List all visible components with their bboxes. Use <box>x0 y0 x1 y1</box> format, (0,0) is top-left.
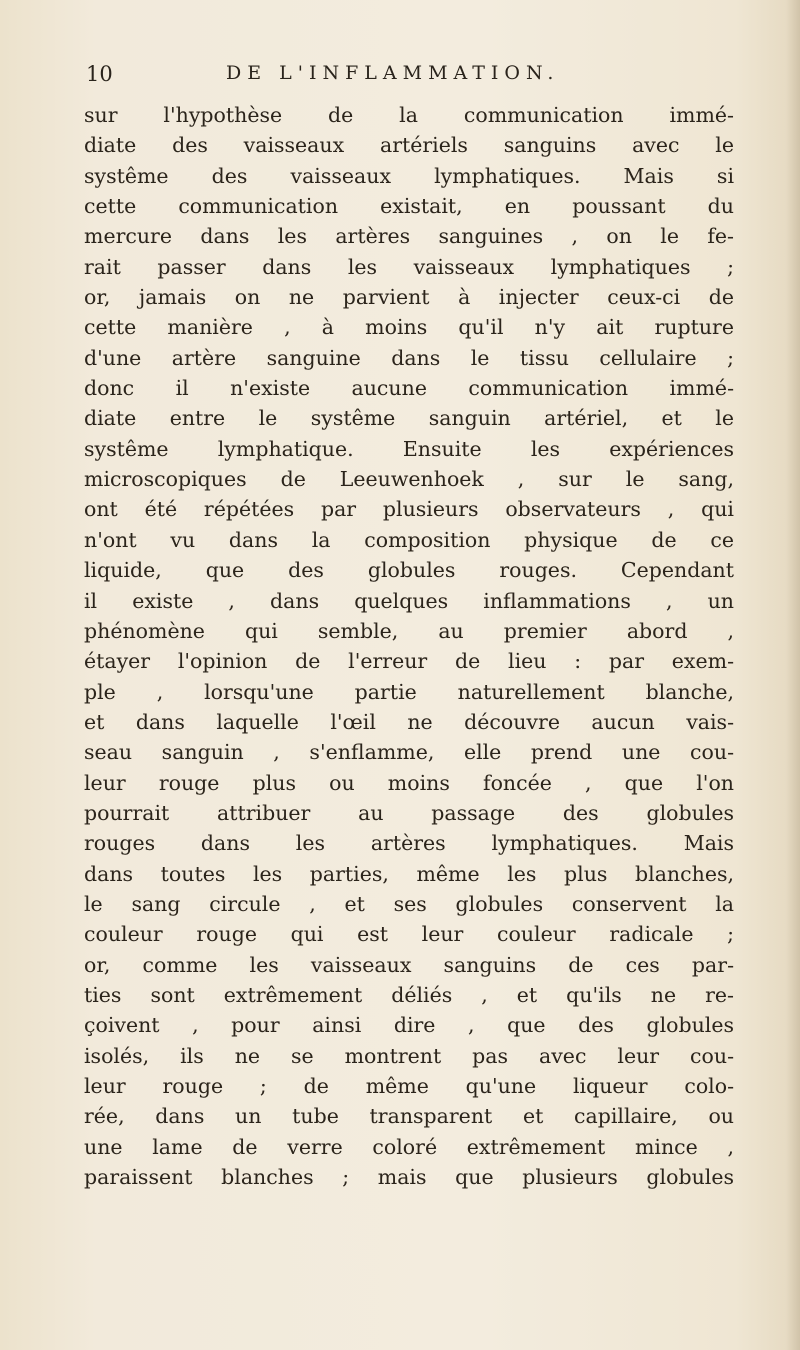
text-line: n'ont vu dans la composition physique de ce <box>84 527 734 552</box>
text-line: leur rouge ; de même qu'une liqueur colo- <box>84 1074 734 1098</box>
page-number: 10 <box>86 62 113 86</box>
text-line: isolés, ils ne se montrent pas avec leur cou- <box>84 1043 734 1068</box>
text-line: paraissent blanches ; mais que plusieurs globules <box>84 1165 734 1190</box>
text-line: çoivent , pour ainsi dire , que des globules <box>84 1013 734 1038</box>
text-line: ple , lorsqu'une partie naturellement blanche, <box>84 679 734 704</box>
text-line: or, comme les vaisseaux sanguins de ces par- <box>84 952 734 977</box>
text-line: mercure dans les artères sanguines , on le fe- <box>84 224 734 249</box>
text-line: microscopiques de Leeuwenhoek , sur le sang, <box>84 467 734 492</box>
text-line: ties sont extrêmement déliés , et qu'ils ne re- <box>84 982 734 1007</box>
text-line: rée, dans un tube transparent et capillaire, ou <box>84 1104 734 1129</box>
text-line: leur rouge plus ou moins foncée , que l'on <box>84 770 734 795</box>
text-line: couleur rouge qui est leur couleur radicale ; <box>84 922 734 947</box>
text-line: cette communication existait, en poussant du <box>84 194 734 219</box>
page-edge-shadow <box>786 0 800 1350</box>
text-line: systême des vaisseaux lymphatiques. Mais si <box>84 163 734 188</box>
text-line: et dans laquelle l'œil ne découvre aucun vais- <box>84 709 734 734</box>
text-line: pourrait attribuer au passage des globules <box>84 800 734 825</box>
text-line: liquide, que des globules rouges. Cependant <box>84 558 734 583</box>
text-line: or, jamais on ne parvient à injecter ceux-ci de <box>84 285 734 310</box>
text-line: ont été répétées par plusieurs observateurs , qui <box>84 497 734 522</box>
text-line: d'une artère sanguine dans le tissu cellulaire ; <box>84 345 734 370</box>
text-line: cette manière , à moins qu'il n'y ait rupture <box>84 315 734 340</box>
text-line: sur l'hypothèse de la communication immé- <box>84 103 734 127</box>
text-line: phénomène qui semble, au premier abord , <box>84 618 734 643</box>
text-line: diate des vaisseaux artériels sanguins avec le <box>84 133 734 158</box>
text-line: une lame de verre coloré extrêmement mince , <box>84 1134 734 1159</box>
text-line: rouges dans les artères lymphatiques. Mais <box>84 831 734 856</box>
page-header <box>86 58 726 92</box>
text-line: donc il n'existe aucune communication immé- <box>84 376 734 401</box>
text-line: il existe , dans quelques inflammations , un <box>84 588 734 613</box>
text-line: le sang circule , et ses globules conservent la <box>84 891 734 916</box>
text-line: seau sanguin , s'enflamme, elle prend une cou- <box>84 740 734 765</box>
text-line: dans toutes les parties, même les plus blanches, <box>84 861 734 886</box>
running-title: DE L'INFLAMMATION. <box>226 62 560 84</box>
text-line: rait passer dans les vaisseaux lymphatiques ; <box>84 254 734 279</box>
text-line: diate entre le systême sanguin artériel, et le <box>84 406 734 431</box>
text-line: étayer l'opinion de l'erreur de lieu : par exem- <box>84 649 734 674</box>
body-text <box>84 100 734 1192</box>
text-line: systême lymphatique. Ensuite les expériences <box>84 436 734 461</box>
